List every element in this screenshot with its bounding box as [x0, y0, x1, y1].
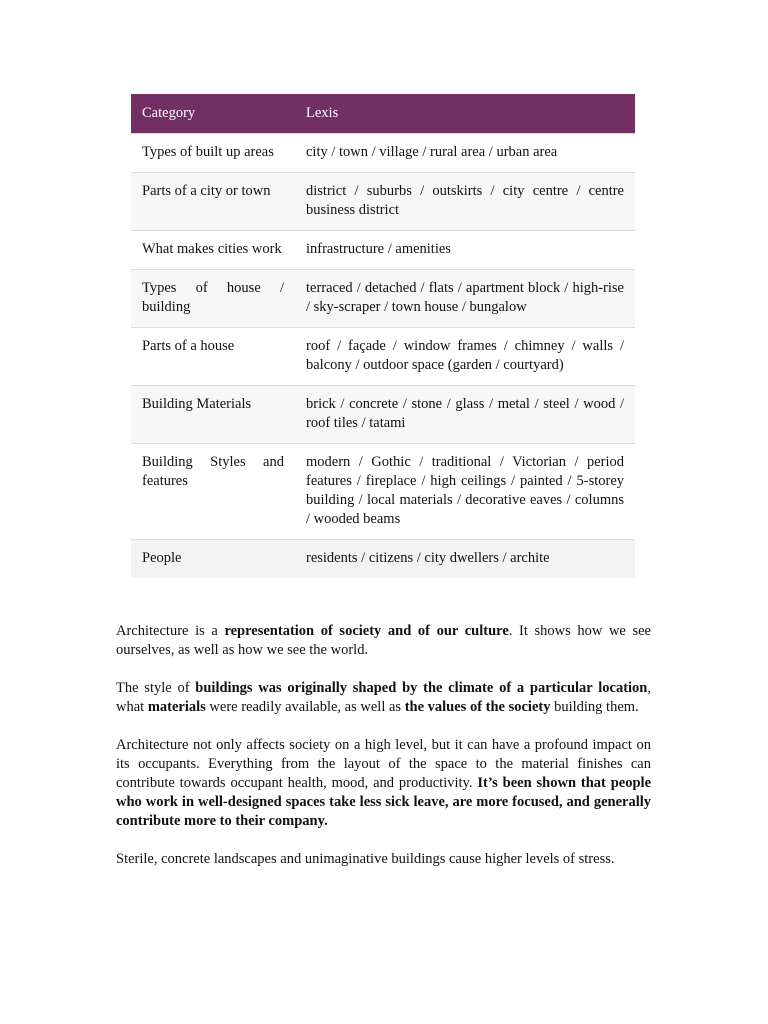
category-cell: What makes cities work — [131, 231, 295, 270]
lexis-cell: roof / façade / window frames / chimney / walls / balcony / outdoor space (garden / courtyard) — [295, 328, 635, 386]
bold-run: materials — [147, 699, 206, 715]
table-row — [131, 134, 635, 173]
text-run: building them. — [550, 699, 639, 715]
bold-run: representation of society and of our culture — [224, 623, 509, 639]
lexis-cell: city / town / village / rural area / urban area — [295, 134, 635, 173]
paragraph-stress: Sterile, concrete landscapes and unimaginative buildings cause higher levels of stress. — [116, 851, 615, 867]
category-cell: Parts of a house — [131, 328, 295, 386]
table-row — [131, 444, 635, 540]
lexis-cell: infrastructure / amenities — [295, 231, 635, 270]
category-cell: Types of built up areas — [131, 134, 295, 173]
header-category: Category — [131, 94, 295, 134]
lexis-cell: brick / concrete / stone / glass / metal / steel / wood / roof tiles / tatami — [295, 386, 635, 444]
header-lexis: Lexis — [295, 94, 635, 134]
lexis-cell: modern / Gothic / traditional / Victorian / period features / fireplace / high ceilings / painted / 5-storey building / local materials / decorative eaves / columns / wooded beams — [295, 444, 635, 540]
body-text — [116, 622, 651, 888]
text-run: , what — [116, 680, 651, 715]
bold-run: buildings was originally shaped by the climate of a particular location — [195, 680, 648, 696]
lexis-table — [131, 94, 635, 578]
category-cell: People — [131, 540, 295, 579]
table-row — [131, 231, 635, 270]
category-cell: Parts of a city or town — [131, 173, 295, 231]
text-run: Architecture not only affects society on a high level, but it can have a profound impact on its occupants. Everything from the layout of the space to the material finishes can contribute towards occupant health, mood, and productivity. — [116, 737, 651, 791]
lexis-cell: district / suburbs / outskirts / city centre / centre business district — [295, 173, 635, 231]
text-run: The style of — [116, 680, 196, 696]
paragraph-occupant-impact — [116, 736, 651, 831]
table-row — [131, 173, 635, 231]
text-run: Architecture is a — [116, 623, 225, 639]
category-cell: Building Materials — [131, 386, 295, 444]
paragraph-architecture-culture — [116, 622, 651, 660]
text-run: were readily available, as well as — [205, 699, 405, 715]
table-row — [131, 328, 635, 386]
category-cell: Building Styles and features — [131, 444, 295, 540]
text-run: . It shows how we see ourselves, as well as how we see the world. — [116, 623, 651, 658]
table-row — [131, 540, 635, 579]
bold-run: the values of the society — [404, 699, 551, 715]
category-cell: Types of house / building — [131, 270, 295, 328]
table-row — [131, 270, 635, 328]
table-header-row — [131, 94, 635, 134]
bold-run: It’s been shown that people who work in well-designed spaces take less sick leave, are more focused, and generally contribute more to their company. — [116, 775, 652, 829]
paragraph-building-style — [116, 679, 651, 717]
table-row — [131, 386, 635, 444]
lexis-cell: residents / citizens / city dwellers / archite — [295, 540, 635, 579]
lexis-cell: terraced / detached / flats / apartment block / high-rise / sky-scraper / town house / bungalow — [295, 270, 635, 328]
